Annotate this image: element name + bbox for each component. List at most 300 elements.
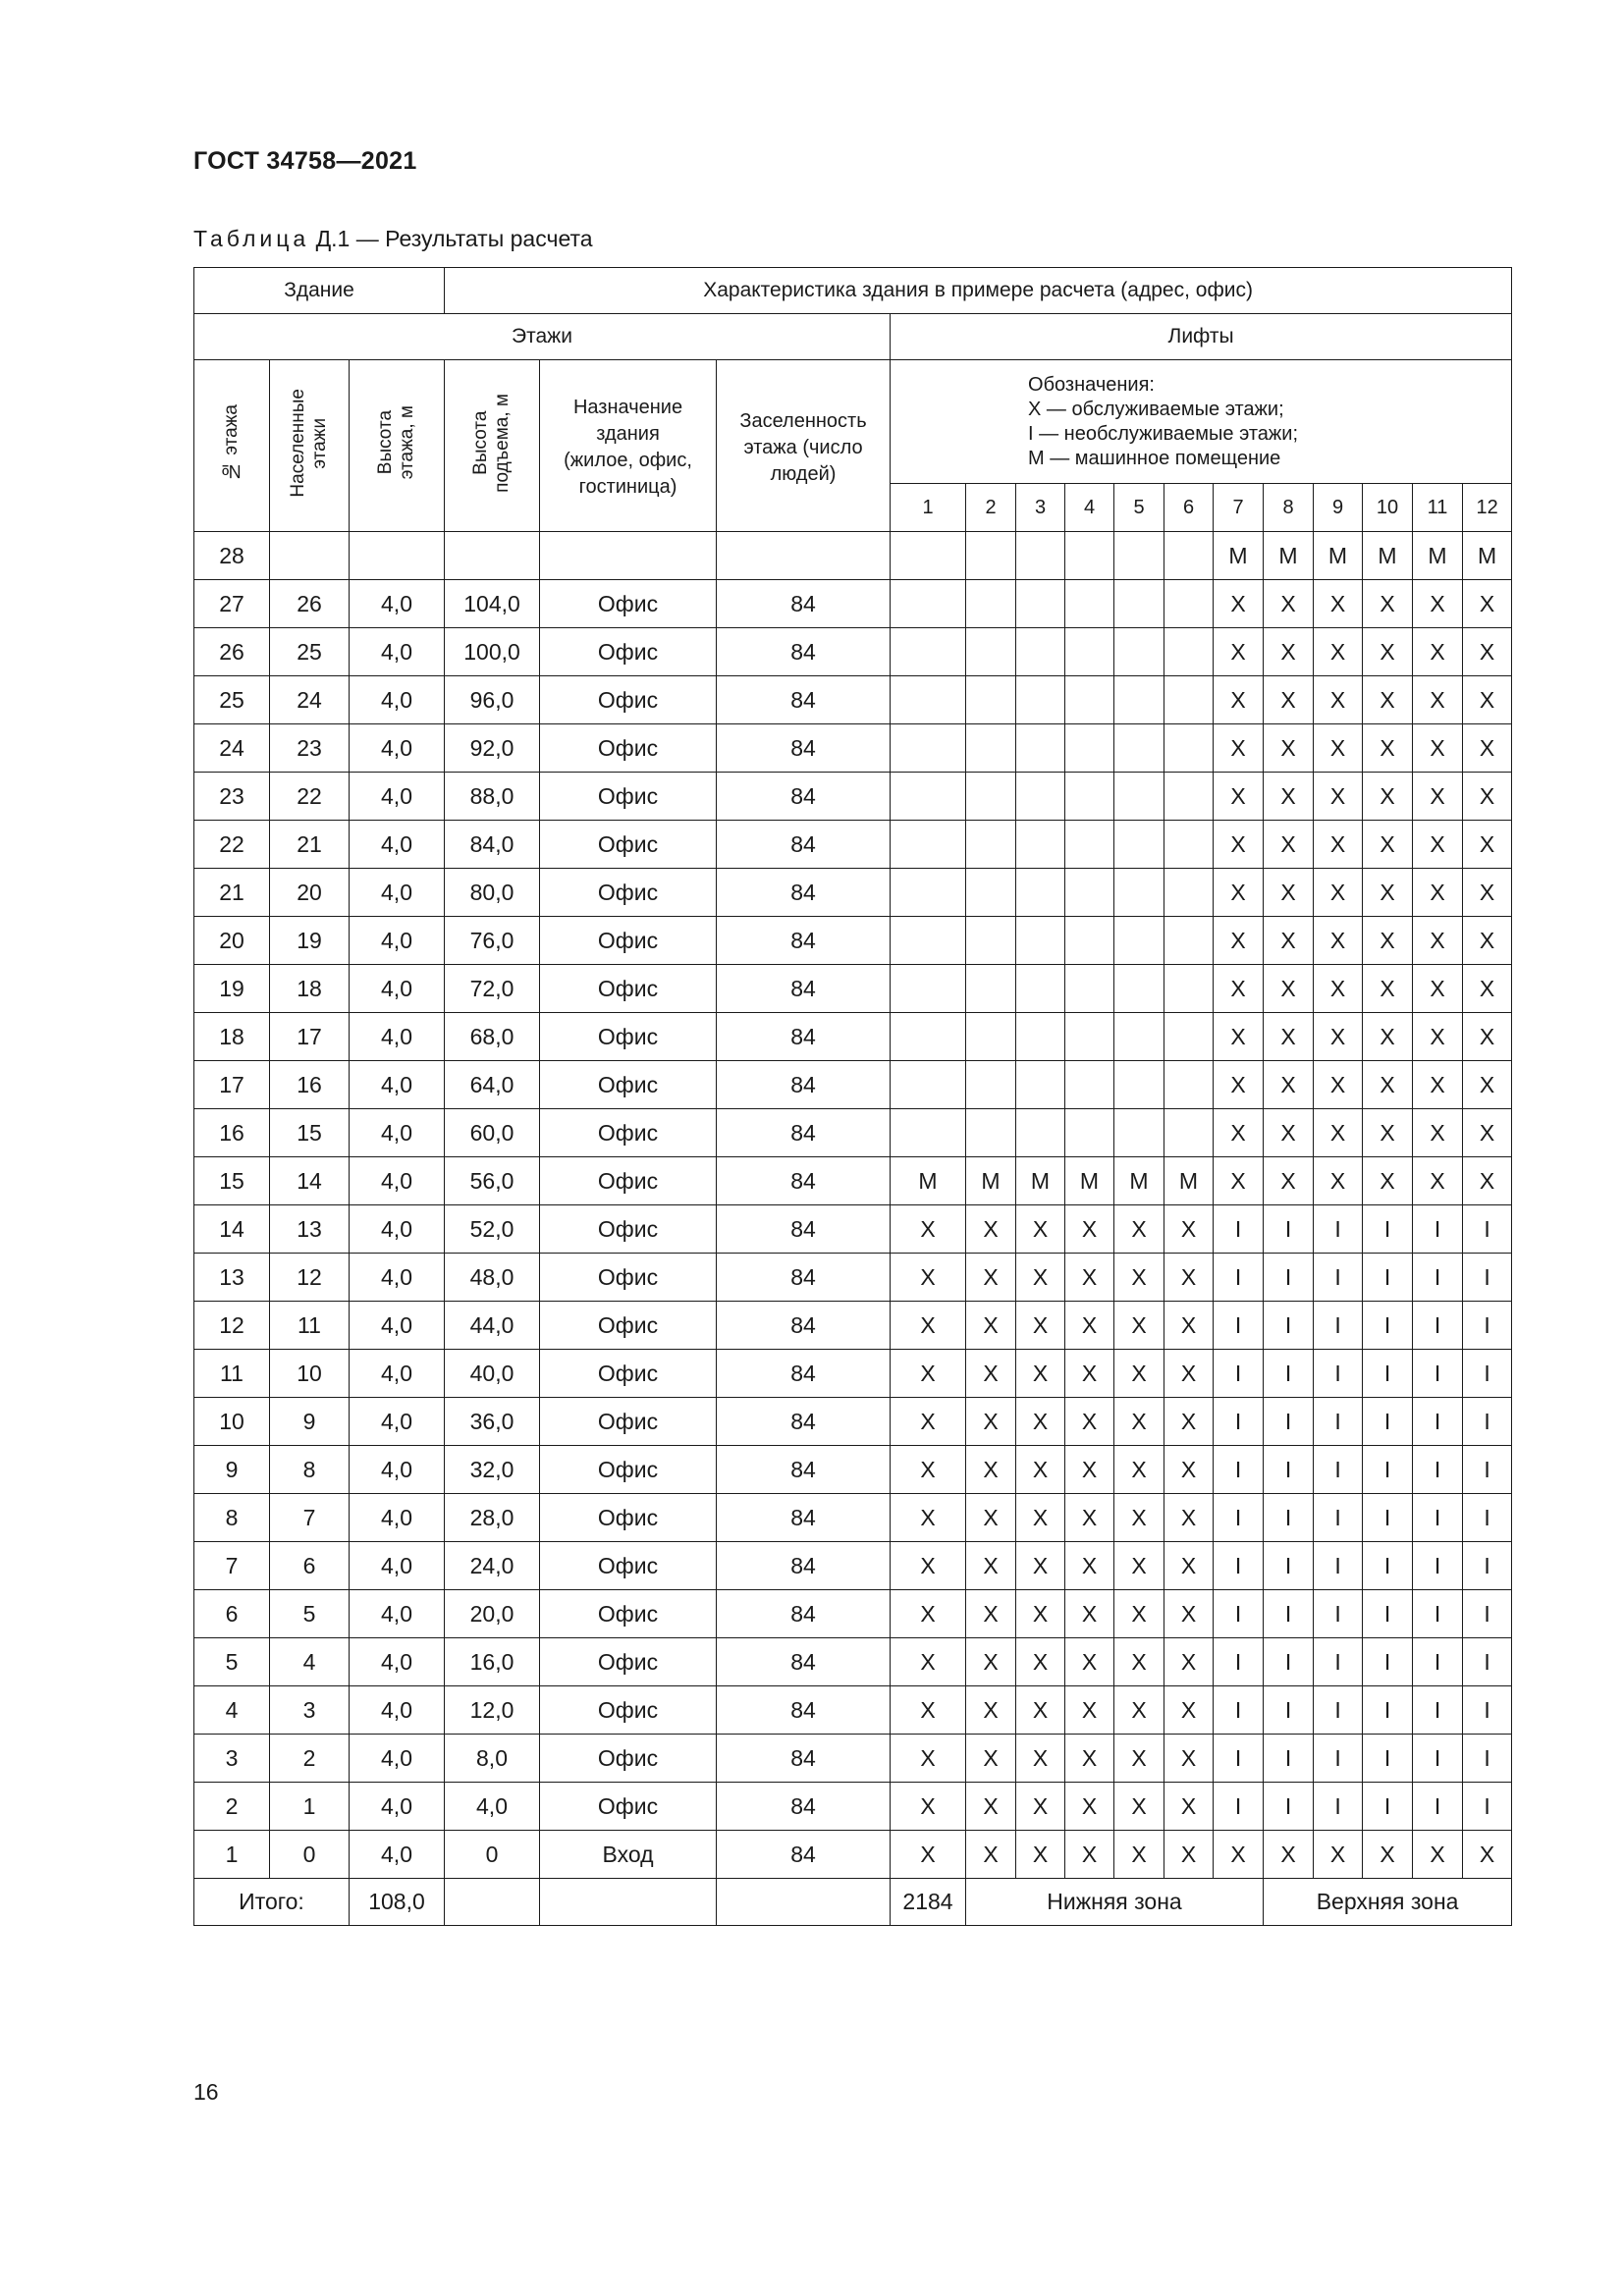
header-row-columns (194, 360, 1512, 484)
lift-status-cell (966, 628, 1016, 676)
lift-status-cell (1164, 773, 1214, 821)
purpose-cell: Офис (540, 1013, 717, 1061)
lift-status-cell: I (1314, 1686, 1363, 1735)
rise-height-cell: 0 (445, 1831, 540, 1879)
rise-height-cell: 80,0 (445, 869, 540, 917)
floor-number-cell: 8 (194, 1494, 270, 1542)
lift-status-cell: X (1463, 1061, 1512, 1109)
lift-status-cell: X (1363, 1061, 1413, 1109)
lift-status-cell (966, 532, 1016, 580)
lift-status-cell: I (1413, 1590, 1463, 1638)
lift-status-cell: X (1264, 821, 1314, 869)
lift-status-cell: I (1463, 1783, 1512, 1831)
purpose-cell: Офис (540, 1542, 717, 1590)
purpose-cell: Офис (540, 676, 717, 724)
lift-status-cell (1164, 821, 1214, 869)
lift-status-cell: X (1363, 1831, 1413, 1879)
purpose-cell: Офис (540, 1590, 717, 1638)
purpose-cell: Офис (540, 1398, 717, 1446)
populated-floor-cell: 19 (270, 917, 350, 965)
lift-status-cell: X (1164, 1254, 1214, 1302)
lift-status-cell (891, 580, 966, 628)
table-row (194, 532, 1512, 580)
table-caption (193, 226, 593, 252)
lift-status-cell: X (1413, 676, 1463, 724)
lift-status-cell: X (1114, 1446, 1164, 1494)
table-row (194, 1446, 1512, 1494)
lift-status-cell: М (891, 1157, 966, 1205)
floor-height-cell: 4,0 (350, 1735, 445, 1783)
lift-status-cell: X (966, 1254, 1016, 1302)
lift-status-cell (891, 917, 966, 965)
lift-status-cell: I (1363, 1350, 1413, 1398)
floor-number-cell: 23 (194, 773, 270, 821)
lift-status-cell: I (1463, 1494, 1512, 1542)
lift-status-cell (1065, 1109, 1114, 1157)
lift-status-cell: X (1363, 724, 1413, 773)
purpose-cell: Офис (540, 1061, 717, 1109)
lift-status-cell: X (1264, 1831, 1314, 1879)
occupancy-cell: 84 (717, 965, 891, 1013)
lift-status-cell: X (1363, 1157, 1413, 1205)
lift-status-cell: X (966, 1494, 1016, 1542)
lift-status-cell: X (891, 1205, 966, 1254)
populated-floor-cell: 10 (270, 1350, 350, 1398)
lift-status-cell: I (1314, 1542, 1363, 1590)
purpose-cell: Офис (540, 1205, 717, 1254)
purpose-cell: Офис (540, 1302, 717, 1350)
populated-floor-cell: 15 (270, 1109, 350, 1157)
lift-status-cell: X (1114, 1205, 1164, 1254)
lift-status-cell: X (1114, 1494, 1164, 1542)
lift-status-cell: I (1264, 1783, 1314, 1831)
lift-status-cell: X (1264, 724, 1314, 773)
lift-status-cell (1114, 676, 1164, 724)
purpose-cell: Офис (540, 965, 717, 1013)
lift-status-cell: X (1065, 1590, 1114, 1638)
lift-status-cell: X (1164, 1302, 1214, 1350)
populated-floor-cell: 24 (270, 676, 350, 724)
lift-status-cell (1114, 1109, 1164, 1157)
lift-status-cell: X (1065, 1542, 1114, 1590)
table-row (194, 1735, 1512, 1783)
lift-status-cell: I (1413, 1686, 1463, 1735)
floor-number-cell: 24 (194, 724, 270, 773)
occupancy-cell: 84 (717, 869, 891, 917)
lift-status-cell (1164, 676, 1214, 724)
floor-number-cell: 2 (194, 1783, 270, 1831)
lift-status-cell: X (1314, 965, 1363, 1013)
lift-status-cell: I (1413, 1542, 1463, 1590)
populated-floor-cell: 22 (270, 773, 350, 821)
lift-status-cell (966, 821, 1016, 869)
lift-status-cell: I (1264, 1302, 1314, 1350)
lift-status-cell: X (1264, 773, 1314, 821)
floor-number-cell: 27 (194, 580, 270, 628)
col-header-floor-height-text: Высота этажа, м (375, 405, 417, 480)
lift-status-cell: X (1164, 1831, 1214, 1879)
floor-height-cell: 4,0 (350, 1205, 445, 1254)
lift-status-cell: X (966, 1446, 1016, 1494)
lift-status-cell: X (1463, 628, 1512, 676)
lift-status-cell: I (1463, 1254, 1512, 1302)
lift-status-cell: I (1214, 1494, 1264, 1542)
occupancy-cell: 84 (717, 1205, 891, 1254)
results-table (193, 267, 1512, 1926)
lift-status-cell: X (1065, 1735, 1114, 1783)
rise-height-cell: 96,0 (445, 676, 540, 724)
lift-status-cell: X (1065, 1638, 1114, 1686)
total-empty-cell (540, 1879, 717, 1926)
lift-number-header: 11 (1413, 484, 1463, 532)
lift-status-cell: X (1314, 580, 1363, 628)
lift-status-cell (1164, 1109, 1214, 1157)
purpose-cell: Офис (540, 1783, 717, 1831)
table-caption-title: Д.1 — Результаты расчета (309, 226, 593, 251)
lift-status-cell: М (1264, 532, 1314, 580)
purpose-cell: Офис (540, 1157, 717, 1205)
lift-status-cell (891, 676, 966, 724)
lift-status-cell (891, 724, 966, 773)
lift-status-cell: X (1114, 1638, 1164, 1686)
populated-floor-cell: 20 (270, 869, 350, 917)
floor-number-cell: 14 (194, 1205, 270, 1254)
table-row (194, 773, 1512, 821)
col-header-purpose-text: Назначение здания (жилое, офис, гостиница) (564, 397, 692, 498)
occupancy-cell: 84 (717, 676, 891, 724)
lift-status-cell (1164, 532, 1214, 580)
lift-status-cell: X (966, 1205, 1016, 1254)
lift-status-cell (1114, 821, 1164, 869)
table-row (194, 821, 1512, 869)
lift-status-cell: X (1264, 580, 1314, 628)
floor-number-cell: 12 (194, 1302, 270, 1350)
floor-height-cell: 4,0 (350, 917, 445, 965)
occupancy-cell: 84 (717, 1254, 891, 1302)
table-caption-prefix: Таблица (193, 226, 310, 251)
lift-status-cell: X (1413, 1157, 1463, 1205)
lift-status-cell: X (1016, 1638, 1065, 1686)
lift-status-cell: X (1164, 1590, 1214, 1638)
lift-status-cell: I (1363, 1398, 1413, 1446)
floor-height-cell: 4,0 (350, 965, 445, 1013)
lift-status-cell: X (1264, 628, 1314, 676)
lift-status-cell: X (891, 1302, 966, 1350)
lift-status-cell: X (1314, 1157, 1363, 1205)
floor-number-cell: 7 (194, 1542, 270, 1590)
lift-status-cell: I (1314, 1735, 1363, 1783)
total-height-cell: 108,0 (350, 1879, 445, 1926)
lift-status-cell (1114, 1013, 1164, 1061)
floor-height-cell: 4,0 (350, 1783, 445, 1831)
lift-status-cell: X (1065, 1446, 1114, 1494)
lift-status-cell: X (1413, 917, 1463, 965)
lift-status-cell: I (1413, 1205, 1463, 1254)
populated-floor-cell: 8 (270, 1446, 350, 1494)
floor-height-cell: 4,0 (350, 628, 445, 676)
lift-status-cell: X (1065, 1302, 1114, 1350)
lift-status-cell (1114, 580, 1164, 628)
lift-status-cell: I (1413, 1735, 1463, 1783)
lift-status-cell (1016, 628, 1065, 676)
lift-status-cell: I (1463, 1638, 1512, 1686)
lift-status-cell: X (1164, 1205, 1214, 1254)
lift-status-cell: I (1314, 1398, 1363, 1446)
col-header-floor-no-text: № этажа (221, 404, 242, 481)
lift-status-cell: I (1214, 1398, 1264, 1446)
lift-status-cell: I (1463, 1205, 1512, 1254)
populated-floor-cell (270, 532, 350, 580)
lift-status-cell: X (1016, 1205, 1065, 1254)
rise-height-cell: 104,0 (445, 580, 540, 628)
header-row-sections (194, 314, 1512, 360)
lift-number-header: 1 (891, 484, 966, 532)
floor-number-cell: 6 (194, 1590, 270, 1638)
rise-height-cell: 92,0 (445, 724, 540, 773)
lift-status-cell (891, 965, 966, 1013)
occupancy-cell: 84 (717, 1494, 891, 1542)
lift-status-cell (966, 676, 1016, 724)
floor-number-cell: 22 (194, 821, 270, 869)
populated-floor-cell: 9 (270, 1398, 350, 1446)
lift-status-cell: I (1413, 1254, 1463, 1302)
floor-number-cell: 1 (194, 1831, 270, 1879)
lift-number-header: 10 (1363, 484, 1413, 532)
floor-height-cell: 4,0 (350, 1254, 445, 1302)
lift-status-cell: X (1214, 821, 1264, 869)
lift-status-cell: X (1413, 965, 1463, 1013)
lift-status-cell: I (1413, 1302, 1463, 1350)
lifts-section-header: Лифты (891, 314, 1512, 360)
floor-number-cell: 3 (194, 1735, 270, 1783)
lift-status-cell: X (1463, 1013, 1512, 1061)
lift-status-cell: I (1363, 1446, 1413, 1494)
floor-height-cell: 4,0 (350, 1061, 445, 1109)
lift-status-cell: I (1363, 1494, 1413, 1542)
floor-height-cell: 4,0 (350, 821, 445, 869)
lift-status-cell: X (1363, 917, 1413, 965)
lift-status-cell (966, 917, 1016, 965)
lift-status-cell: X (891, 1398, 966, 1446)
lift-status-cell (891, 532, 966, 580)
purpose-cell: Офис (540, 869, 717, 917)
lift-status-cell: I (1314, 1494, 1363, 1542)
lift-status-cell: X (1463, 1109, 1512, 1157)
lift-status-cell: I (1463, 1735, 1512, 1783)
lift-status-cell: X (1363, 869, 1413, 917)
lift-status-cell: X (1314, 1109, 1363, 1157)
lift-status-cell: М (1314, 532, 1363, 580)
lift-status-cell (966, 1013, 1016, 1061)
floor-height-cell: 4,0 (350, 1446, 445, 1494)
lift-status-cell: X (891, 1783, 966, 1831)
rise-height-cell: 20,0 (445, 1590, 540, 1638)
populated-floor-cell: 1 (270, 1783, 350, 1831)
lift-status-cell: X (1214, 628, 1264, 676)
occupancy-cell: 84 (717, 1590, 891, 1638)
purpose-cell: Офис (540, 1638, 717, 1686)
lift-status-cell: I (1214, 1638, 1264, 1686)
occupancy-cell (717, 532, 891, 580)
lift-status-cell: I (1463, 1446, 1512, 1494)
table-row (194, 1350, 1512, 1398)
lift-status-cell: X (1314, 628, 1363, 676)
lift-status-cell: X (1114, 1735, 1164, 1783)
lift-status-cell: X (1214, 1061, 1264, 1109)
table-row (194, 1494, 1512, 1542)
lift-status-cell: X (1065, 1350, 1114, 1398)
populated-floor-cell: 2 (270, 1735, 350, 1783)
floor-height-cell: 4,0 (350, 1638, 445, 1686)
lift-status-cell: X (1363, 628, 1413, 676)
lift-status-cell: X (891, 1494, 966, 1542)
populated-floor-cell: 21 (270, 821, 350, 869)
lift-status-cell: I (1463, 1398, 1512, 1446)
lift-status-cell: X (1363, 821, 1413, 869)
lift-number-header: 7 (1214, 484, 1264, 532)
lift-status-cell: X (1016, 1735, 1065, 1783)
lift-status-cell: X (1016, 1350, 1065, 1398)
floor-height-cell: 4,0 (350, 580, 445, 628)
lift-number-header: 3 (1016, 484, 1065, 532)
lift-status-cell (1114, 1061, 1164, 1109)
upper-zone-cell: Верхняя зона (1264, 1879, 1512, 1926)
lift-status-cell (1164, 628, 1214, 676)
lift-number-header: 12 (1463, 484, 1512, 532)
lift-status-cell (966, 724, 1016, 773)
floor-number-cell: 4 (194, 1686, 270, 1735)
lift-status-cell: X (1065, 1494, 1114, 1542)
purpose-cell: Офис (540, 1254, 717, 1302)
table-row (194, 1686, 1512, 1735)
total-empty-cell (717, 1879, 891, 1926)
rise-height-cell: 28,0 (445, 1494, 540, 1542)
rise-height-cell: 40,0 (445, 1350, 540, 1398)
lift-status-cell: X (1016, 1494, 1065, 1542)
populated-floor-cell: 16 (270, 1061, 350, 1109)
populated-floor-cell: 0 (270, 1831, 350, 1879)
rise-height-cell: 8,0 (445, 1735, 540, 1783)
col-header-occupancy-text: Заселенность этажа (число людей) (739, 409, 867, 485)
rise-height-cell: 36,0 (445, 1398, 540, 1446)
lift-status-cell (1114, 773, 1164, 821)
lift-status-cell: М (1114, 1157, 1164, 1205)
lift-status-cell: X (891, 1350, 966, 1398)
lift-status-cell: X (1214, 869, 1264, 917)
header-row-building (194, 268, 1512, 314)
lift-status-cell: I (1314, 1350, 1363, 1398)
lift-status-cell: X (1214, 1013, 1264, 1061)
lift-status-cell: X (966, 1735, 1016, 1783)
col-header-populated-text: Населенные этажи (288, 388, 330, 498)
lift-status-cell: X (1114, 1542, 1164, 1590)
occupancy-cell: 84 (717, 1735, 891, 1783)
lift-status-cell (1065, 1061, 1114, 1109)
floor-height-cell (350, 532, 445, 580)
rise-height-cell: 44,0 (445, 1302, 540, 1350)
populated-floor-cell: 18 (270, 965, 350, 1013)
lift-status-cell (1016, 1061, 1065, 1109)
lift-status-cell: I (1264, 1205, 1314, 1254)
lift-number-header: 5 (1114, 484, 1164, 532)
lift-status-cell: X (966, 1590, 1016, 1638)
lift-status-cell: М (1065, 1157, 1114, 1205)
lift-status-cell: I (1264, 1590, 1314, 1638)
floor-height-cell: 4,0 (350, 1494, 445, 1542)
lift-status-cell: I (1413, 1446, 1463, 1494)
lift-status-cell: X (1016, 1398, 1065, 1446)
lift-status-cell: X (1363, 773, 1413, 821)
lift-status-cell: I (1214, 1590, 1264, 1638)
lift-status-cell: X (891, 1735, 966, 1783)
rise-height-cell: 32,0 (445, 1446, 540, 1494)
lift-status-cell: X (1413, 773, 1463, 821)
col-header-populated (270, 360, 350, 532)
occupancy-cell: 84 (717, 1350, 891, 1398)
populated-floor-cell: 6 (270, 1542, 350, 1590)
lift-status-cell: X (1114, 1831, 1164, 1879)
lift-status-cell: X (1463, 917, 1512, 965)
lift-status-cell: X (966, 1302, 1016, 1350)
lift-status-cell (1016, 869, 1065, 917)
lift-status-cell: I (1363, 1542, 1413, 1590)
lift-status-cell: X (1214, 1109, 1264, 1157)
floor-number-cell: 15 (194, 1157, 270, 1205)
floor-height-cell: 4,0 (350, 676, 445, 724)
table-row (194, 1302, 1512, 1350)
lift-status-cell (1065, 773, 1114, 821)
lift-status-cell: X (1214, 580, 1264, 628)
lift-status-cell (966, 773, 1016, 821)
lift-status-cell: X (1314, 821, 1363, 869)
lift-status-cell: X (1065, 1398, 1114, 1446)
rise-height-cell: 76,0 (445, 917, 540, 965)
lift-status-cell: X (1413, 869, 1463, 917)
lift-status-cell: X (1214, 917, 1264, 965)
lift-status-cell: X (1463, 1157, 1512, 1205)
lift-number-header: 6 (1164, 484, 1214, 532)
lift-status-cell: X (1114, 1783, 1164, 1831)
table-row (194, 1590, 1512, 1638)
lift-status-cell: X (1264, 917, 1314, 965)
table-row (194, 1205, 1512, 1254)
floor-number-cell: 18 (194, 1013, 270, 1061)
lift-status-cell: I (1314, 1446, 1363, 1494)
rise-height-cell: 84,0 (445, 821, 540, 869)
lift-status-cell: X (966, 1831, 1016, 1879)
purpose-cell: Офис (540, 1109, 717, 1157)
lift-status-cell (1065, 1013, 1114, 1061)
lift-status-cell (1065, 869, 1114, 917)
lift-status-cell: X (966, 1398, 1016, 1446)
table-row (194, 628, 1512, 676)
lift-status-cell: X (891, 1446, 966, 1494)
lift-status-cell: X (1016, 1831, 1065, 1879)
lift-status-cell: X (1463, 676, 1512, 724)
lift-status-cell: М (1214, 532, 1264, 580)
lift-status-cell: I (1413, 1638, 1463, 1686)
lift-status-cell: X (1114, 1350, 1164, 1398)
lift-status-cell (891, 1013, 966, 1061)
lift-status-cell: X (1065, 1783, 1114, 1831)
lift-status-cell: X (891, 1254, 966, 1302)
lift-status-cell (1065, 628, 1114, 676)
lift-status-cell: X (1264, 869, 1314, 917)
lift-status-cell: X (1363, 580, 1413, 628)
lift-status-cell (1016, 676, 1065, 724)
lift-number-header: 4 (1065, 484, 1114, 532)
table-row (194, 724, 1512, 773)
